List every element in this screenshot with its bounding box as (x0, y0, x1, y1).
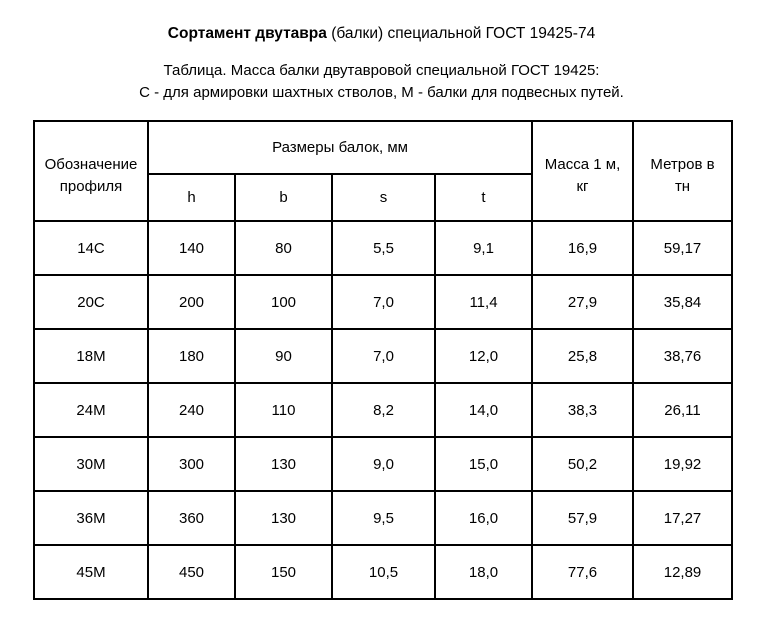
cell-mass: 50,2 (532, 437, 633, 491)
cell-b: 130 (235, 437, 332, 491)
cell-mass: 16,9 (532, 221, 633, 275)
column-header-h: h (148, 174, 235, 221)
beam-spec-table (33, 120, 733, 600)
column-header-meters-line2: тн (674, 177, 691, 195)
cell-s: 5,5 (332, 221, 435, 275)
cell-b: 150 (235, 545, 332, 599)
cell-meters: 17,27 (633, 491, 732, 545)
cell-h: 200 (148, 275, 235, 329)
table-row (34, 329, 732, 383)
cell-b: 80 (235, 221, 332, 275)
cell-h: 450 (148, 545, 235, 599)
cell-profile: 24М (34, 383, 148, 437)
page-subtitle (0, 60, 763, 104)
cell-s: 9,5 (332, 491, 435, 545)
column-header-t: t (435, 174, 532, 221)
cell-t: 9,1 (435, 221, 532, 275)
cell-h: 140 (148, 221, 235, 275)
cell-t: 18,0 (435, 545, 532, 599)
cell-profile: 14С (34, 221, 148, 275)
cell-profile: 20С (34, 275, 148, 329)
subtitle-line-1: Таблица. Масса балки двутавровой специальной ГОСТ 19425: (163, 62, 600, 79)
column-header-mass-line2: кг (576, 177, 589, 195)
cell-s: 8,2 (332, 383, 435, 437)
cell-t: 14,0 (435, 383, 532, 437)
cell-meters: 19,92 (633, 437, 732, 491)
column-header-s: s (332, 174, 435, 221)
table-row (34, 383, 732, 437)
cell-meters: 12,89 (633, 545, 732, 599)
cell-mass: 57,9 (532, 491, 633, 545)
cell-meters: 59,17 (633, 221, 732, 275)
cell-t: 11,4 (435, 275, 532, 329)
column-header-mass-line1: Масса 1 м, (544, 155, 621, 173)
cell-t: 15,0 (435, 437, 532, 491)
column-header-sizes-group: Размеры балок, мм (148, 121, 532, 174)
cell-h: 300 (148, 437, 235, 491)
cell-mass: 77,6 (532, 545, 633, 599)
subtitle-line-2: С - для армировки шахтных стволов, М - балки для подвесных путей. (139, 84, 624, 101)
cell-b: 130 (235, 491, 332, 545)
cell-meters: 26,11 (633, 383, 732, 437)
table-row (34, 491, 732, 545)
column-header-profile-line2: профиля (59, 177, 123, 195)
column-header-meters (633, 121, 732, 221)
cell-mass: 25,8 (532, 329, 633, 383)
column-header-meters-line1: Метров в (650, 155, 715, 173)
cell-profile: 30М (34, 437, 148, 491)
cell-b: 110 (235, 383, 332, 437)
column-header-b: b (235, 174, 332, 221)
cell-s: 7,0 (332, 329, 435, 383)
page-title (0, 0, 763, 43)
cell-s: 10,5 (332, 545, 435, 599)
cell-h: 240 (148, 383, 235, 437)
cell-profile: 36М (34, 491, 148, 545)
cell-meters: 35,84 (633, 275, 732, 329)
cell-s: 9,0 (332, 437, 435, 491)
page-title-rest: (балки) специальной ГОСТ 19425-74 (326, 25, 596, 42)
table-row (34, 545, 732, 599)
column-header-mass (532, 121, 633, 221)
column-header-profile-line1: Обозначение (44, 155, 138, 173)
table-row (34, 221, 732, 275)
cell-b: 90 (235, 329, 332, 383)
table-row (34, 275, 732, 329)
cell-mass: 27,9 (532, 275, 633, 329)
page-title-bold: Сортамент двутавра (167, 25, 327, 42)
cell-h: 180 (148, 329, 235, 383)
cell-meters: 38,76 (633, 329, 732, 383)
table-row (34, 437, 732, 491)
cell-profile: 18М (34, 329, 148, 383)
cell-h: 360 (148, 491, 235, 545)
cell-s: 7,0 (332, 275, 435, 329)
cell-t: 12,0 (435, 329, 532, 383)
cell-t: 16,0 (435, 491, 532, 545)
column-header-profile (34, 121, 148, 221)
cell-profile: 45М (34, 545, 148, 599)
table-header-row-1 (34, 121, 732, 174)
cell-mass: 38,3 (532, 383, 633, 437)
cell-b: 100 (235, 275, 332, 329)
